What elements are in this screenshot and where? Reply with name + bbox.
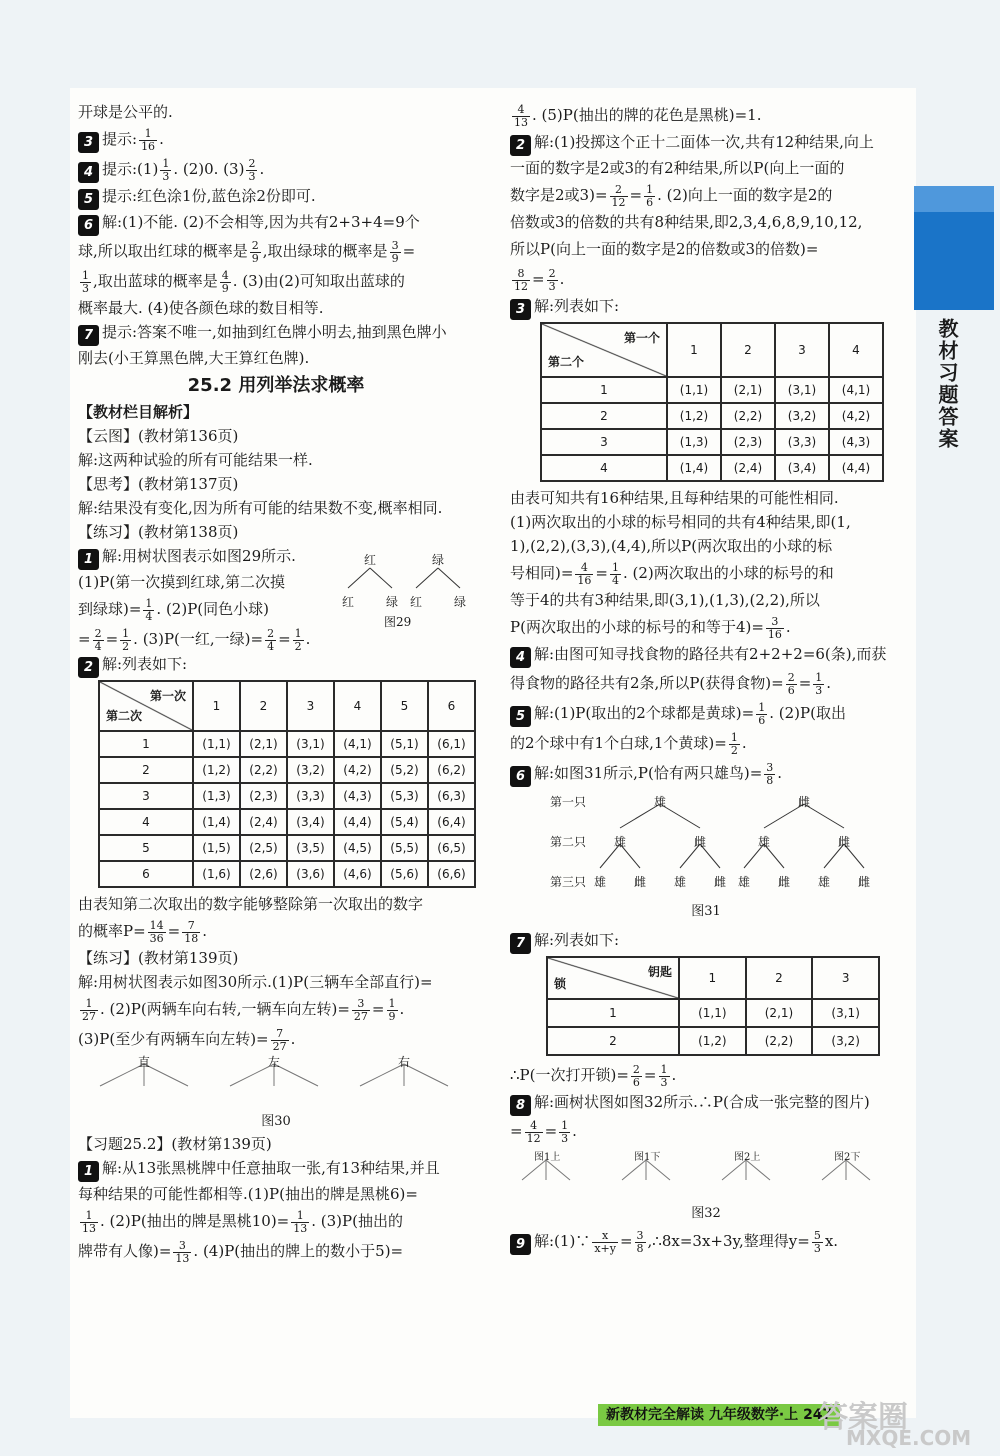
table-header-corner: 第一次 第二次 [99,681,193,731]
fraction: $\frac{2}{3}$ [548,266,556,293]
fraction: $\frac{1}{3}$ [82,268,89,295]
tree-node: 雌 [838,835,851,849]
question-number: 6 [78,215,99,236]
table-cell: (4,3) [829,429,883,455]
h3-line: 号相同)= $\frac{4}{16}$ = $\frac{1}{4}$ . (2)两次取出的小球的标号的和 [510,560,834,587]
table-header-cell: 1 [193,681,240,731]
table-row [547,1027,879,1055]
tree-diagram-32 [510,1146,902,1226]
h3-line: 3 解:列表如下: [510,294,902,320]
tree-node: 雄 [654,795,667,809]
h3-line: 等于4的共有3种结果,即(3,1),(1,3),(2,2),所以 [510,591,820,609]
table-cell: 1 [99,731,193,757]
figure-caption: 图32 [691,1206,721,1221]
fraction: $\frac{4}{16}$ [577,560,592,587]
h3-line: 1),(2,2),(3,3),(4,4),所以P(两次取出的小球的标 [510,537,833,555]
tree-node: 图1上 [534,1152,561,1163]
tree-node: 绿 [386,595,399,609]
table-row [541,377,883,403]
table-cell: (3,3) [287,783,334,809]
h2-line: $\frac{8}{12}$ = $\frac{2}{3}$ . [514,266,565,293]
fraction: $\frac{1}{6}$ [758,700,766,727]
tree-level-label: 第三只 [550,875,587,889]
table-header-cell: 1 [667,323,721,377]
table-header-corner: 钥匙 锁 [547,957,679,999]
question-number: 4 [78,162,99,183]
figure-caption: 图31 [691,904,721,919]
table-cell: (2,1) [746,999,813,1027]
tree-node: 雄 [594,875,607,889]
fraction: $\frac{2}{12}$ [611,182,626,209]
table-header-cell: 5 [381,681,428,731]
table-cell: (2,3) [240,783,287,809]
table-cell: (3,1) [775,377,829,403]
table-cell: 4 [99,809,193,835]
question-number: 4 [510,647,531,668]
table-cell: (2,4) [721,455,775,481]
table-cell: (2,6) [240,861,287,887]
table-cell: 5 [99,835,193,861]
question-number: 3 [510,299,531,320]
table-cell: (4,1) [334,731,381,757]
fraction: $\frac{1}{6}$ [646,182,654,209]
tree-node: 绿 [454,595,467,609]
question-number: 2 [78,657,99,678]
table-cell: (1,2) [667,403,721,429]
tree-node: 图2上 [734,1152,761,1163]
table-cell: 1 [547,999,679,1027]
table-cell: (1,6) [193,861,240,887]
table-cell: (5,5) [381,835,428,861]
table-header-cell: 4 [334,681,381,731]
fraction: $\frac{7}{27}$ [272,1026,287,1053]
h3-line: (1)两次取出的小球的标号相同的共有4种结果,即(1, [510,513,851,531]
h2-line: 2 解:(1)投掷这个正十二面体一次,共有12种结果,向上 [510,130,902,156]
table-row [547,999,879,1027]
table-cell: (4,3) [334,783,381,809]
table-cell: (3,1) [812,999,879,1027]
fraction: $\frac{2}{9}$ [251,238,259,265]
h3-line: P(两次取出的小球的标号的和等于4)= $\frac{3}{16}$ . [510,614,791,641]
tree-node: 图1下 [634,1152,661,1163]
r1-line: $\frac{4}{13}$ . (5)P(抽出的牌的花色是黑桃)=1. [514,102,762,129]
table-cell: 1 [541,377,667,403]
h5-line: 的2个球中有1个白球,1个黄球)= $\frac{1}{2}$ . [510,730,747,757]
h8-line: = $\frac{4}{12}$ = $\frac{1}{3}$ . [510,1118,577,1145]
fraction: $\frac{4}{12}$ [526,1118,541,1145]
fraction: $\frac{3}{8}$ [766,760,774,787]
h5-line: 5 解:(1)P(取出的2个球都是黄球)= $\frac{1}{6}$ . (2)P(取出 [510,698,902,728]
table-cell: (5,2) [381,757,428,783]
subheading: 【云图】(教材第136页) [78,427,239,445]
table-row [99,809,475,835]
tree-node: 雌 [778,875,791,889]
q5-line: 5 提示:红色涂1份,蓝色涂2份即可. [78,184,474,210]
text: 提示: [102,130,138,148]
fraction: $\frac{4}{9}$ [221,268,229,295]
text-line: 解:这两种试验的所有可能结果一样. [78,451,313,469]
question-number: 7 [78,325,99,346]
fraction: $\frac{2}{3}$ [248,156,256,183]
fraction: $\frac{1}{2}$ [122,626,130,653]
table-row [99,835,475,861]
tree-node: 雌 [858,875,871,889]
question-number: 3 [78,132,99,153]
chapter-tab-label: 教材习题答案 [935,318,959,450]
tree-node: 红 [364,553,377,567]
h1-line: 牌带有人像)= $\frac{3}{13}$ . (4)P(抽出的牌上的数小于5)= [78,1238,404,1265]
table-cell: (2,4) [240,809,287,835]
h2-line: 倍数或3的倍数的共有8种结果,即2,3,4,6,8,9,10,12, [510,213,863,231]
fraction: $\frac{1}{3}$ [162,156,170,183]
p3-line: (3)P(至少有两辆车向左转)= $\frac{7}{27}$ . [78,1026,296,1053]
table-cell: (4,6) [334,861,381,887]
table-cell: (2,2) [240,757,287,783]
table-cell: (6,6) [428,861,475,887]
right-column [510,100,902,1256]
subheading: 【思考】(教材第137页) [78,475,239,493]
table-header-cell: 3 [775,323,829,377]
table-cell: (3,4) [775,455,829,481]
table-cell: (6,5) [428,835,475,861]
table-cell: (5,1) [381,731,428,757]
tree-node: 图2下 [834,1152,861,1163]
h4-line: 4 解:由图可知寻找食物的路径共有2+2+2=6(条),而获 [510,642,902,668]
table-header-corner: 第一个 第二个 [541,323,667,377]
watermark-url: MXQE.COM [846,1426,972,1450]
table-cell: (6,4) [428,809,475,835]
table-cell: (3,2) [287,757,334,783]
text-line: 开球是公平的. [78,103,173,121]
table-cell: (4,1) [829,377,883,403]
table-row [541,403,883,429]
tree-diagram-29 [340,548,474,628]
tree-node: 红 [342,595,355,609]
table-cell: (1,5) [193,835,240,861]
table-cell: (3,5) [287,835,334,861]
table-7 [546,956,880,1056]
table-3 [540,322,884,482]
tree-level-label: 第二只 [550,835,587,849]
tree-node: 红 [410,595,423,609]
h1-line: 1 解:从13张黑桃牌中任意抽取一张,有13种结果,并且 [78,1156,474,1182]
fraction: $\frac{3}{27}$ [353,996,368,1023]
tree-node: 雄 [818,875,831,889]
h2-line: 所以P(向上一面的数字是2的倍数或3的倍数)= [510,240,819,258]
h7-line: 7 解:列表如下: [510,928,902,954]
table-cell: (3,2) [775,403,829,429]
table-header-cell: 6 [428,681,475,731]
table-row [99,783,475,809]
chapter-tab-highlight [914,186,994,212]
table-cell: (2,1) [240,731,287,757]
tree-node: 雄 [674,875,687,889]
table-header-cell: 3 [812,957,879,999]
question-number: 9 [510,1234,531,1255]
h7-line: ∴P(一次打开锁)= $\frac{2}{6}$ = $\frac{1}{3}$ . [510,1062,677,1089]
figure-caption: 图30 [261,1114,291,1129]
h6-line: 6 解:如图31所示,P(恰有两只雄鸟)= $\frac{3}{8}$ . [510,758,902,788]
fraction: $\frac{2}{6}$ [787,670,795,697]
h4-line: 得食物的路径共有2条,所以P(获得食物)= $\frac{2}{6}$ = $\frac{1}{3}$ . [510,670,832,697]
subheading: 【教材栏目解析】 [78,403,199,421]
q6-line: 概率最大. (4)使各颜色球的数目相等. [78,299,324,317]
table-cell: (4,5) [334,835,381,861]
p3-line: $\frac{1}{27}$ . (2)P(两辆车向右转,一辆车向左转)= $\frac{3}{27}$ = $\frac{1}{9}$ . [82,996,405,1023]
tree-node: 雌 [714,875,727,889]
tree-node: 左 [268,1055,281,1069]
p1-line: 1 解:用树状图表示如图29所示. [78,544,474,570]
fraction: $\frac{1}{3}$ [815,670,823,697]
h1-line: $\frac{1}{13}$ . (2)P(抽出的牌是黑桃10)= $\frac{1}{13}$ . (3)P(抽出的 [82,1208,403,1235]
fraction: $\frac{1}{3}$ [561,1118,569,1145]
fraction: $\frac{5}{3}$ [813,1228,821,1255]
table-header-cell: 3 [287,681,334,731]
table-header-cell: 2 [746,957,813,999]
fraction: $\frac{3}{16}$ [767,614,782,641]
table-cell: (2,2) [721,403,775,429]
table-cell: (4,4) [334,809,381,835]
table-cell: 6 [99,861,193,887]
tree-node: 雄 [738,875,751,889]
table-row [99,731,475,757]
figure-caption: 图29 [384,615,412,629]
fraction: $\frac{1}{2}$ [294,626,302,653]
table-header-cell: 1 [679,957,746,999]
fraction: $\frac{1}{13}$ [82,1208,96,1235]
table-cell: (1,3) [193,783,240,809]
table-cell: (4,2) [334,757,381,783]
table-cell: (1,4) [667,455,721,481]
fraction: $\frac{1}{13}$ [293,1208,308,1235]
fraction: $\frac{8}{12}$ [514,266,528,293]
subheading: 【习题25.2】(教材第139页) [78,1135,272,1153]
p2-line: 2 解:列表如下: [78,652,474,678]
fraction: $\frac{1}{16}$ [141,126,156,153]
table-row [541,455,883,481]
h8-line: 8 解:画树状图如图32所示.∴P(合成一张完整的图片) [510,1090,902,1116]
question-number: 1 [78,549,99,570]
table-cell: (1,2) [679,1027,746,1055]
tree-node: 绿 [432,553,445,567]
tree-node: 雄 [614,835,627,849]
table-cell: (3,1) [287,731,334,757]
h9-line: 9 解:(1)∵ $\frac{x}{x+y}$ = $\frac{3}{8}$ ,∴8x=3x+3y,整理得y= $\frac{5}{3}$ x. [510,1226,902,1256]
tree-level-label: 第一只 [550,795,587,809]
fraction: $\frac{2}{4}$ [94,626,102,653]
table-cell: 3 [99,783,193,809]
table-cell: 4 [541,455,667,481]
q3-line: 3 提示: $\frac{1}{16}$ . [78,124,474,154]
table-row [99,757,475,783]
table-cell: (6,2) [428,757,475,783]
fraction: $\frac{3}{9}$ [391,238,399,265]
table-cell: (2,3) [721,429,775,455]
fraction: $\frac{2}{4}$ [267,626,275,653]
question-number: 2 [510,135,531,156]
tree-node: 雌 [694,835,707,849]
fraction: $\frac{14}{36}$ [149,918,164,945]
table-cell: (3,4) [287,809,334,835]
tree-node: 直 [138,1055,151,1069]
table-cell: 2 [547,1027,679,1055]
tree-node: 雄 [758,835,771,849]
fraction: $\frac{7}{18}$ [184,918,199,945]
table-cell: 3 [541,429,667,455]
fraction: $\frac{1}{4}$ [612,560,619,587]
fraction: $\frac{1}{27}$ [82,996,96,1023]
q6-line: 球,所以取出红球的概率是 $\frac{2}{9}$ ,取出绿球的概率是 $\frac{3}{9}$ = [78,238,416,265]
tree-node: 雌 [634,875,647,889]
subheading: 【练习】(教材第138页) [78,523,239,541]
table-cell: (2,2) [746,1027,813,1055]
fraction: $\frac{1}{2}$ [730,730,738,757]
table-cell: (2,1) [721,377,775,403]
table-cell: (4,2) [829,403,883,429]
tree-diagram-30 [78,1054,474,1132]
table-cell: (5,4) [381,809,428,835]
page-footer: 新教材完全解读 九年级数学·上 247 [598,1404,840,1426]
p2-line: 的概率P= $\frac{14}{36}$ = $\frac{7}{18}$ . [78,918,208,945]
table-cell: (3,6) [287,861,334,887]
table-cell: (3,3) [775,429,829,455]
table-cell: (6,1) [428,731,475,757]
table-cell: (1,1) [193,731,240,757]
q6-line: 6 解:(1)不能. (2)不会相等,因为共有2+3+4=9个 [78,210,474,236]
p1-line: = $\frac{2}{4}$ = $\frac{1}{2}$ . (3)P(一红,一绿)= $\frac{2}{4}$ = $\frac{1}{2}$ . [78,626,311,653]
table-cell: (3,2) [812,1027,879,1055]
question-number: 5 [78,189,99,210]
fraction: $\frac{x}{x+y}$ [594,1228,616,1255]
table-cell: 2 [541,403,667,429]
table-cell: 2 [99,757,193,783]
h2-line: 一面的数字是2或3的有2种结果,所以P(向上一面的 [510,159,845,177]
question-number: 6 [510,766,531,787]
p1-line: (1)P(第一次摸到红球,第二次摸 [78,573,285,591]
tree-node: 右 [398,1055,411,1069]
table-cell: (5,6) [381,861,428,887]
table-cell: (1,4) [193,809,240,835]
table-2 [98,680,476,888]
p2-line: 由表知第二次取出的数字能够整除第一次取出的数字 [78,895,424,913]
text-line: 解:结果没有变化,因为所有可能的结果数不变,概率相同. [78,499,443,517]
fraction: $\frac{1}{9}$ [388,996,396,1023]
fraction: $\frac{3}{8}$ [636,1228,644,1255]
table-row [541,429,883,455]
h1-line: 每种结果的可能性都相等.(1)P(抽出的牌是黑桃6)= [78,1185,418,1203]
fraction: $\frac{4}{13}$ [514,102,528,129]
fraction: $\frac{1}{4}$ [145,596,153,623]
question-number: 8 [510,1095,531,1116]
left-column [78,100,474,1266]
p3-line: 解:用树状图表示如图30所示.(1)P(三辆车全部直行)= [78,973,433,991]
table-header-cell: 4 [829,323,883,377]
q7-line: 刚去(小王算黑色牌,大王算红色牌). [78,349,310,367]
table-cell: (1,3) [667,429,721,455]
fraction: $\frac{3}{13}$ [175,1238,190,1265]
q4-line: 4 提示:(1) $\frac{1}{3}$ . (2)0. (3) $\frac{2}{3}$ . [78,154,474,184]
question-number: 7 [510,933,531,954]
q7-line: 7 提示:答案不唯一,如抽到红色牌小明去,抽到黑色牌小 [78,320,474,346]
fraction: $\frac{2}{6}$ [632,1062,640,1089]
table-cell: (1,1) [667,377,721,403]
tree-node: 雌 [798,795,811,809]
p1-block [78,544,474,652]
table-cell: (1,2) [193,757,240,783]
tree-diagram-31 [510,788,902,928]
table-cell: (4,4) [829,455,883,481]
fraction: $\frac{1}{3}$ [660,1062,668,1089]
table-cell: (1,1) [679,999,746,1027]
h3-line: 由表可知共有16种结果,且每种结果的可能性相同. [510,489,839,507]
section-title: 25.2 用列举法求概率 [187,375,365,396]
question-number: 5 [510,706,531,727]
q6-line: $\frac{1}{3}$ ,取出蓝球的概率是 $\frac{4}{9}$ . (3)由(2)可知取出蓝球的 [82,268,405,295]
table-cell: (2,5) [240,835,287,861]
table-row [99,861,475,887]
table-header-cell: 2 [240,681,287,731]
h2-line: 数字是2或3)= $\frac{2}{12}$ = $\frac{1}{6}$ . (2)向上一面的数字是2的 [510,182,833,209]
watermark-logo: 答案圈 [818,1400,908,1435]
question-number: 1 [78,1161,99,1182]
subheading: 【练习】(教材第139页) [78,949,239,967]
table-header-cell: 2 [721,323,775,377]
p1-line: 到绿球)= $\frac{1}{4}$ . (2)P(同色小球) [78,596,270,623]
table-cell: (5,3) [381,783,428,809]
table-cell: (6,3) [428,783,475,809]
